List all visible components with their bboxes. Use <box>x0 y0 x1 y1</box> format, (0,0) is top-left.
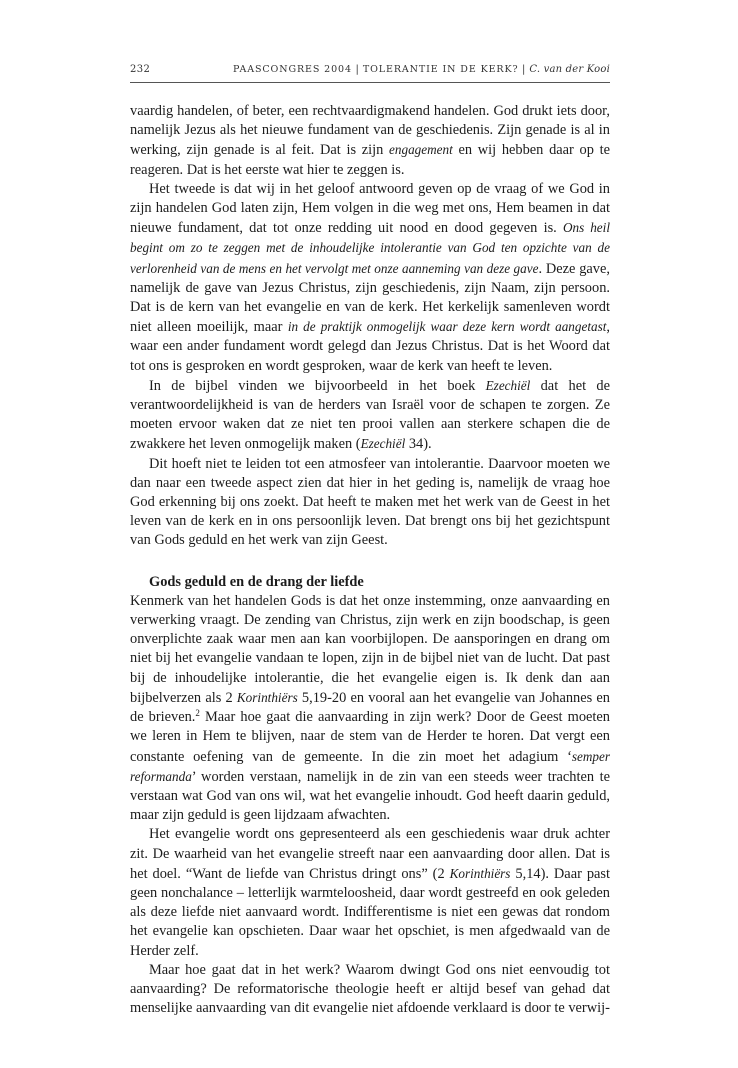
text-run: ’ worden verstaan, namelijk in de zin van een steeds weer trachten te verstaan wat God van ons wil, wat het evangelie inhoudt. God heeft daarin geduld, maar zijn geduld is geen lijdzaam afwachten. <box>130 768 610 824</box>
body-paragraph <box>130 102 610 180</box>
italic-text: Ezechiël <box>360 436 406 452</box>
text-run: en wij hebben daar op te reageren. Dat is het eerste wat hier te zeggen is. <box>130 142 610 178</box>
section-heading: Gods geduld en de drang der liefde <box>149 573 364 590</box>
header-separator: | <box>518 64 530 75</box>
italic-text: semper reformanda <box>130 748 610 784</box>
author-name: C. van der Kooi <box>529 64 610 75</box>
text-run: 5,19-20 en vooral aan het evangelie van Johannes en de brieven. <box>130 689 610 726</box>
text-run: Dit hoeft niet te leiden tot een atmosfeer van intolerantie. Daarvoor moeten we dan naar een tweede aspect zien dat hier in het geding is, namelijk de vraag hoe God erkenning bij ons zoekt. Dat heeft te maken met het werk van de Geest in het leven van de kerk en in ons persoonlijk leven. Dat brengt ons bij het gezichtspunt van Gods geduld en het werk van zijn Geest. <box>130 455 610 549</box>
text-run: dat het de verantwoordelijkheid is van de herders van Israël voor de schapen te zorgen. Ze moeten ervoor waken dat ze niet ten prooi vallen aan sterkere schapen die de zwakkere het leven onmogelijk maken ( <box>130 377 610 453</box>
header-separator: | <box>351 64 363 75</box>
text-run: Kenmerk van het handelen Gods is dat het onze instemming, onze aanvaarding en verwerking vraagt. De zending van Christus, zijn werk en zijn boodschap, is geen onverplichte zaak waar men aan kan voorbijlopen. De aansporingen en drang om niet bij het evangelie vandaan te lopen, zijn in de bijbel niet van de lucht. Dat past bij de inhoudelijke intolerantie, die het evangelie eigen is. Ik denk dan aan bijbelverzen als 2 <box>130 592 610 706</box>
journal-title: PAASCONGRES 2004 <box>233 64 352 75</box>
italic-text: in de praktijk onmogelijk waar deze kern wordt aangetast <box>287 319 607 335</box>
text-run: Het tweede is dat wij in het geloof antwoord geven op de vraag of we God in zijn handelen God laten zijn, Hem volgen in die weg met ons, Hem beamen in dat nieuwe fundament, dat tot onze redding uit nood en dood gegeven is. <box>130 180 610 237</box>
body-paragraph <box>130 961 610 1019</box>
body-paragraph <box>130 592 610 825</box>
section-title: TOLERANTIE IN DE KERK? <box>362 64 519 75</box>
body-paragraph <box>130 455 610 551</box>
text-run: vaardig handelen, of beter, een rechtvaardigmakend handelen. God drukt iets door, namelijk Jezus als het nieuwe fundament van de geschiedenis. Zijn genade is al in werking, zijn genade is al feit. Dat is zijn <box>130 103 610 159</box>
header-rule <box>130 82 610 83</box>
italic-text: Ons heil begint om zo te zeggen met de inhoudelijke intolerantie van God ten opzichte van de verlorenheid van de mens en het vervolgt met onze aanneming van deze gave <box>130 220 610 276</box>
text-run: , waar een ander fundament wordt gelegd dan Jezus Christus. Dat is het Woord dat tot ons is gesproken en wordt gesproken, waar de kerk van heeft te leven. <box>130 319 610 374</box>
body-paragraph <box>130 180 610 376</box>
text-run: 34). <box>405 436 432 453</box>
italic-text: Korinthiërs <box>449 865 511 881</box>
italic-text: engagement <box>389 142 453 158</box>
body-paragraph <box>130 376 610 455</box>
italic-text: Korinthiërs <box>236 689 298 705</box>
page-number: 232 <box>130 64 151 75</box>
text-run: Maar hoe gaat die aanvaarding in zijn werk? Door de Geest moeten we leren in Hem te blijven, naar de stem van de Herder te horen. Dat vergt een constante oefening van de gemeente. In die zin moet het adagium ‘ <box>130 709 610 765</box>
text-run: Maar hoe gaat dat in het werk? Waarom dwingt God ons niet eenvoudig tot aanvaarding? De reformatorische theologie heeft er altijd besef van gehad dat menselijke aanvaarding van dit evangelie niet afdoende verklaard is door te verwij- <box>130 961 610 1017</box>
footnote-reference: 2 <box>195 708 200 719</box>
italic-text: Ezechiël <box>485 377 531 393</box>
running-title <box>233 64 610 75</box>
body-paragraph <box>130 825 610 960</box>
text-run: 5,14). Daar past geen nonchalance – letterlijk warmteloosheid, daar wordt gestreefd en ook geleden als deze liefde niet aanvaard wordt. Indifferentisme is niet een gewas dat rondom het evangelie kan opschieten. Daar waar het opschiet, is men afgedwaald van de Herder zelf. <box>130 865 610 959</box>
body-text <box>130 102 610 1018</box>
text-run: . Deze gave, namelijk de gave van Jezus Christus, zijn geschiedenis, zijn Naam, zijn persoon. Dat is de kern van het evangelie en van de kerk. Het kerkelijk samenleven wordt niet alleen moeilijk, maar <box>130 260 610 336</box>
text-run: Het evangelie wordt ons gepresenteerd als een geschiedenis waar druk achter zit. De waarheid van het evangelie streeft naar een aanvaarding door allen. Dat is het doel. “Want de liefde van Christus dringt ons” (2 <box>130 826 610 882</box>
text-run: In de bijbel vinden we bijvoorbeeld in het boek <box>149 377 486 394</box>
